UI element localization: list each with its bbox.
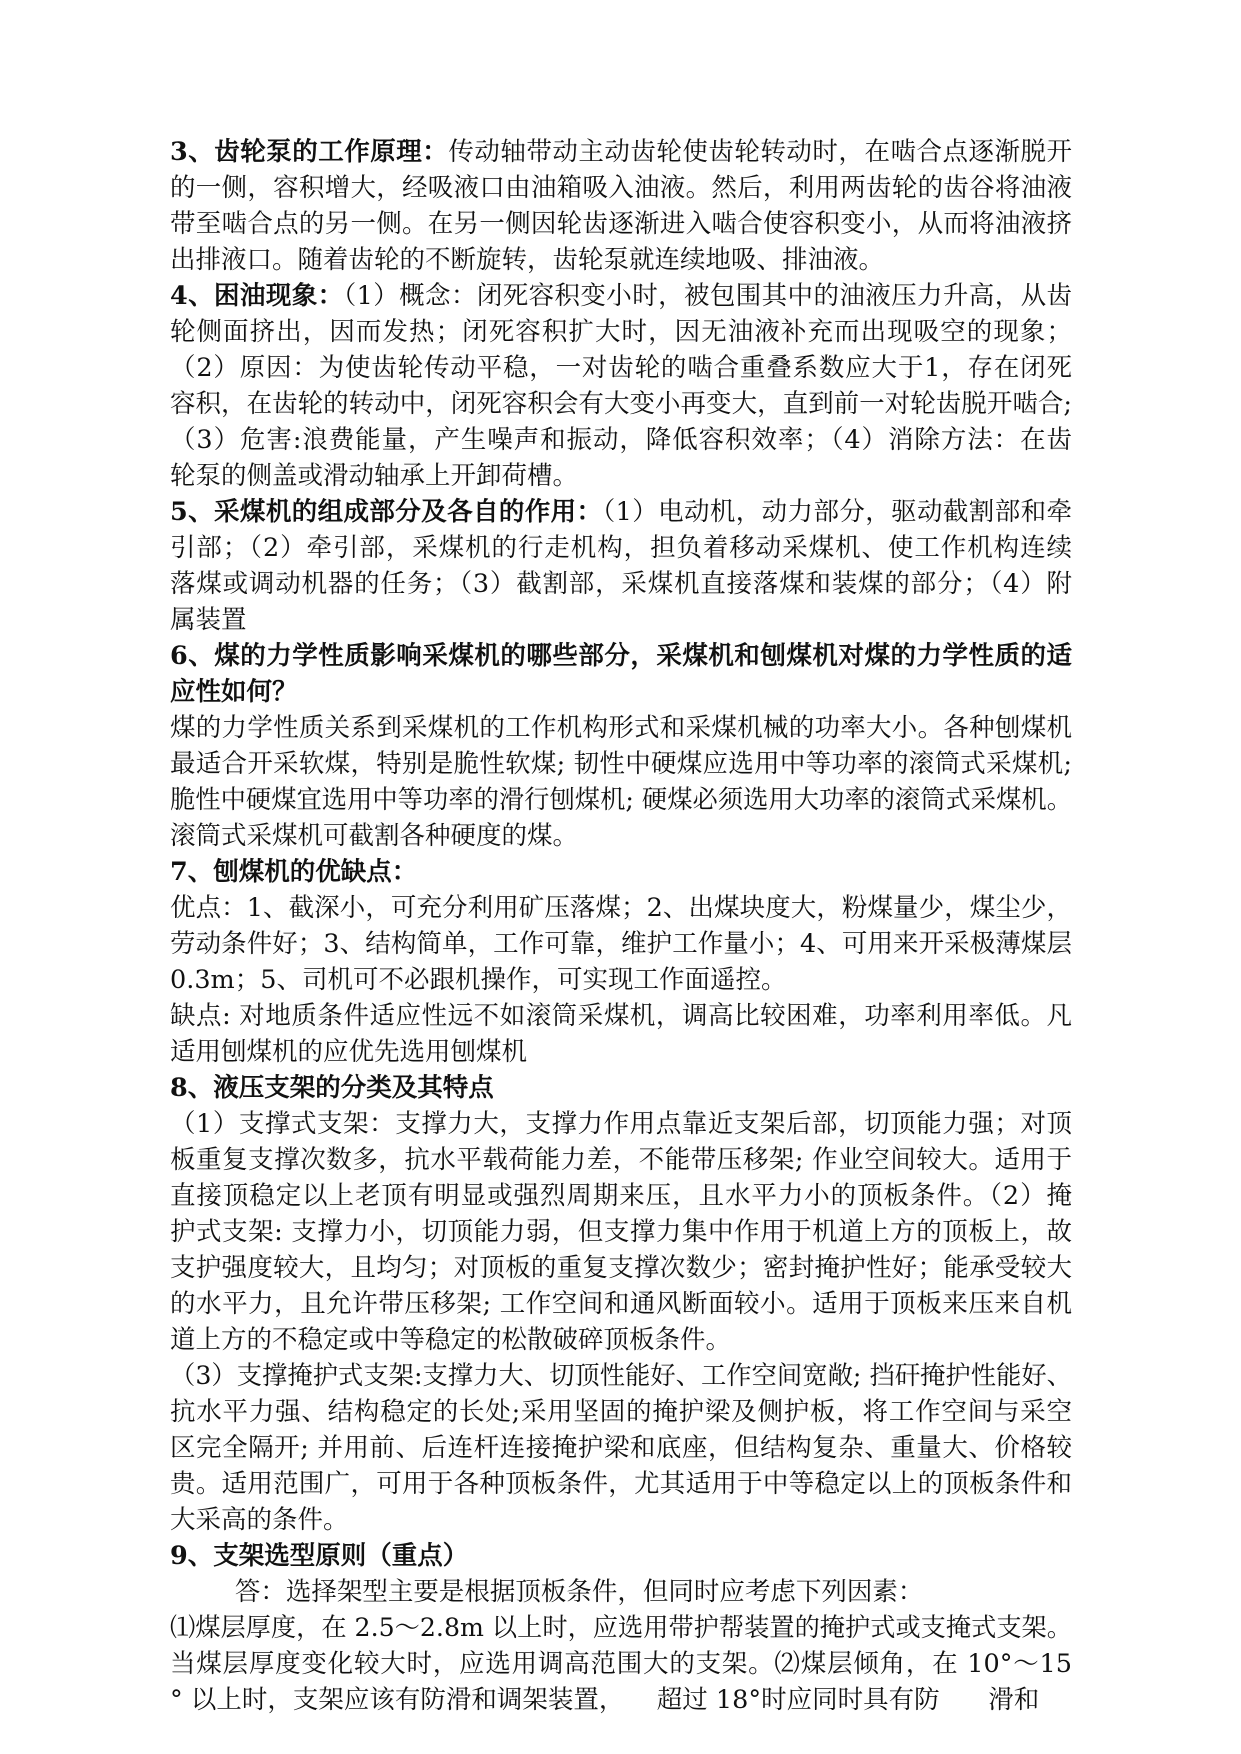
body-text: 滚筒式采煤机可截割各种硬度的煤。 — [170, 821, 579, 851]
text-line — [170, 314, 1072, 350]
text-line — [170, 1502, 1072, 1538]
text-line — [170, 566, 1072, 602]
body-text: 煤的力学性质关系到采煤机的工作机构形式和采煤机械的功率大小。各种刨煤机 — [170, 713, 1072, 743]
text-line — [170, 1682, 1072, 1718]
body-text: 直接顶稳定以上老顶有明显或强烈周期来压，且水平力小的顶板条件。（2）掩 — [170, 1181, 1072, 1211]
body-text: 容积，在齿轮的转动中，闭死容积会有大变小再变大，直到前一对轮齿脱开啮合; — [170, 389, 1072, 419]
heading-text: 8、液压支架的分类及其特点 — [170, 1073, 494, 1103]
text-line — [170, 1250, 1072, 1286]
heading-text: 9、支架选型原则（重点） — [170, 1541, 469, 1571]
text-line — [170, 926, 1072, 962]
body-text: 落煤或调动机器的任务；（3）截割部，采煤机直接落煤和装煤的部分；（4）附 — [170, 569, 1072, 599]
body-text: 出排液口。随着齿轮的不断旋转，齿轮泵就连续地吸、排油液。 — [170, 245, 885, 275]
text-line — [170, 386, 1072, 422]
body-text: 0.3m；5、司机可不必跟机操作，可实现工作面遥控。 — [170, 965, 787, 995]
text-line — [170, 602, 1072, 638]
body-text: 护式支架: 支撑力小，切顶能力弱，但支撑力集中作用于机道上方的顶板上，故 — [170, 1217, 1072, 1247]
heading-text: 3、齿轮泵的工作原理： — [170, 137, 449, 167]
body-text: ⑴煤层厚度，在 2.5～2.8m 以上时，应选用带护帮装置的掩护式或支掩式支架。 — [170, 1613, 1072, 1643]
body-text: （1）支撑式支架：支撑力大，支撑力作用点靠近支架后部，切顶能力强；对顶 — [170, 1109, 1072, 1139]
body-text: 缺点: 对地质条件适应性远不如滚筒采煤机，调高比较困难，功率利用率低。凡 — [170, 1001, 1072, 1031]
text-line — [170, 1142, 1072, 1178]
text-line — [170, 170, 1072, 206]
section-heading-line — [170, 278, 1072, 314]
body-text: （3）支撑掩护式支架:支撑力大、切顶性能好、工作空间宽敞; 挡矸掩护性能好、 — [170, 1361, 1072, 1391]
body-text: 轮侧面挤出，因而发热；闭死容积扩大时，因无油液补充而出现吸空的现象； — [170, 317, 1072, 347]
body-text: 道上方的不稳定或中等稳定的松散破碎顶板条件。 — [170, 1325, 732, 1355]
body-text: 答：选择架型主要是根据顶板条件，但同时应考虑下列因素： — [170, 1577, 924, 1607]
section-heading-line — [170, 854, 1072, 890]
body-text: 属装置 — [170, 605, 247, 635]
text-line — [170, 1358, 1072, 1394]
text-line — [170, 242, 1072, 278]
text-line — [170, 1286, 1072, 1322]
text-line — [170, 458, 1072, 494]
text-line — [170, 1394, 1072, 1430]
text-line — [170, 746, 1072, 782]
section-heading-line — [170, 494, 1072, 530]
text-line — [170, 1430, 1072, 1466]
body-text: 抗水平力强、结构稳定的长处;采用坚固的掩护梁及侧护板，将工作空间与采空 — [170, 1397, 1072, 1427]
body-text: （1）概念：闭死容积变小时，被包围其中的油液压力升高，从齿 — [343, 281, 1072, 311]
body-text: （2）原因：为使齿轮传动平稳，一对齿轮的啮合重叠系数应大于1，存在闭死 — [170, 353, 1072, 383]
body-text: （1）电动机，动力部分，驱动截割部和牵 — [602, 497, 1072, 527]
text-line — [170, 1574, 1072, 1610]
text-line — [170, 1214, 1072, 1250]
text-line — [170, 530, 1072, 566]
body-text: 轮泵的侧盖或滑动轴承上开卸荷槽。 — [170, 461, 579, 491]
text-line — [170, 350, 1072, 386]
body-text: 的一侧，容积增大，经吸液口由油箱吸入油液。然后，利用两齿轮的齿谷将油液 — [170, 173, 1072, 203]
section-heading-line — [170, 134, 1072, 170]
text-line — [170, 710, 1072, 746]
heading-text: 4、困油现象： — [170, 281, 344, 311]
text-line — [170, 782, 1072, 818]
heading-text: 5、采煤机的组成部分及各自的作用： — [170, 497, 603, 527]
body-text: ° 以上时，支架应该有防滑和调架装置， 超过 18°时应同时具有防 滑和 — [170, 1685, 1040, 1715]
body-text: 板重复支撑次数多，抗水平载荷能力差，不能带压移架; 作业空间较大。适用于 — [170, 1145, 1072, 1175]
text-line — [170, 1646, 1072, 1682]
body-text: 带至啮合点的另一侧。在另一侧因轮齿逐渐进入啮合使容积变小，从而将油液挤 — [170, 209, 1072, 239]
text-line — [170, 1466, 1072, 1502]
text-line — [170, 206, 1072, 242]
section-heading-line — [170, 1070, 1072, 1106]
body-text: 区完全隔开; 并用前、后连杆连接掩护梁和底座，但结构复杂、重量大、价格较 — [170, 1433, 1072, 1463]
heading-text: 6、煤的力学性质影响采煤机的哪些部分，采煤机和刨煤机对煤的力学性质的适 — [170, 641, 1072, 671]
section-heading-line — [170, 1538, 1072, 1574]
body-text: 当煤层厚度变化较大时，应选用调高范围大的支架。⑵煤层倾角，在 10°～15 — [170, 1649, 1072, 1679]
text-line — [170, 818, 1072, 854]
heading-text: 7、刨煤机的优缺点： — [170, 857, 418, 887]
body-text: 传动轴带动主动齿轮使齿轮转动时，在啮合点逐渐脱开 — [448, 137, 1072, 167]
text-line — [170, 890, 1072, 926]
body-text: 优点：1、截深小，可充分利用矿压落煤；2、出煤块度大，粉煤量少，煤尘少， — [170, 893, 1072, 923]
text-line — [170, 422, 1072, 458]
text-line — [170, 1610, 1072, 1646]
text-line — [170, 1322, 1072, 1358]
body-text: 劳动条件好；3、结构简单，工作可靠，维护工作量小；4、可用来开采极薄煤层 — [170, 929, 1072, 959]
body-text: 脆性中硬煤宜选用中等功率的滑行刨煤机; 硬煤必须选用大功率的滚筒式采煤机。 — [170, 785, 1072, 815]
text-line — [170, 962, 1072, 998]
body-text: 贵。适用范围广，可用于各种顶板条件，尤其适用于中等稳定以上的顶板条件和 — [170, 1469, 1072, 1499]
text-line — [170, 1034, 1072, 1070]
document-body — [170, 134, 1072, 1718]
heading-text: 应性如何？ — [170, 677, 298, 707]
body-text: （3）危害:浪费能量，产生噪声和振动，降低容积效率；（4）消除方法：在齿 — [170, 425, 1072, 455]
body-text: 引部；（2）牵引部，采煤机的行走机构，担负着移动采煤机、使工作机构连续 — [170, 533, 1072, 563]
text-line — [170, 1106, 1072, 1142]
body-text: 的水平力，且允许带压移架; 工作空间和通风断面较小。适用于顶板来压来自机 — [170, 1289, 1072, 1319]
body-text: 大采高的条件。 — [170, 1505, 349, 1535]
section-heading-line — [170, 638, 1072, 674]
text-line — [170, 998, 1072, 1034]
body-text: 最适合开采软煤，特别是脆性软煤; 韧性中硬煤应选用中等功率的滚筒式采煤机; — [170, 749, 1072, 779]
section-heading-line — [170, 674, 1072, 710]
body-text: 支护强度较大，且均匀；对顶板的重复支撑次数少；密封掩护性好；能承受较大 — [170, 1253, 1072, 1283]
text-line — [170, 1178, 1072, 1214]
body-text: 适用刨煤机的应优先选用刨煤机 — [170, 1037, 528, 1067]
